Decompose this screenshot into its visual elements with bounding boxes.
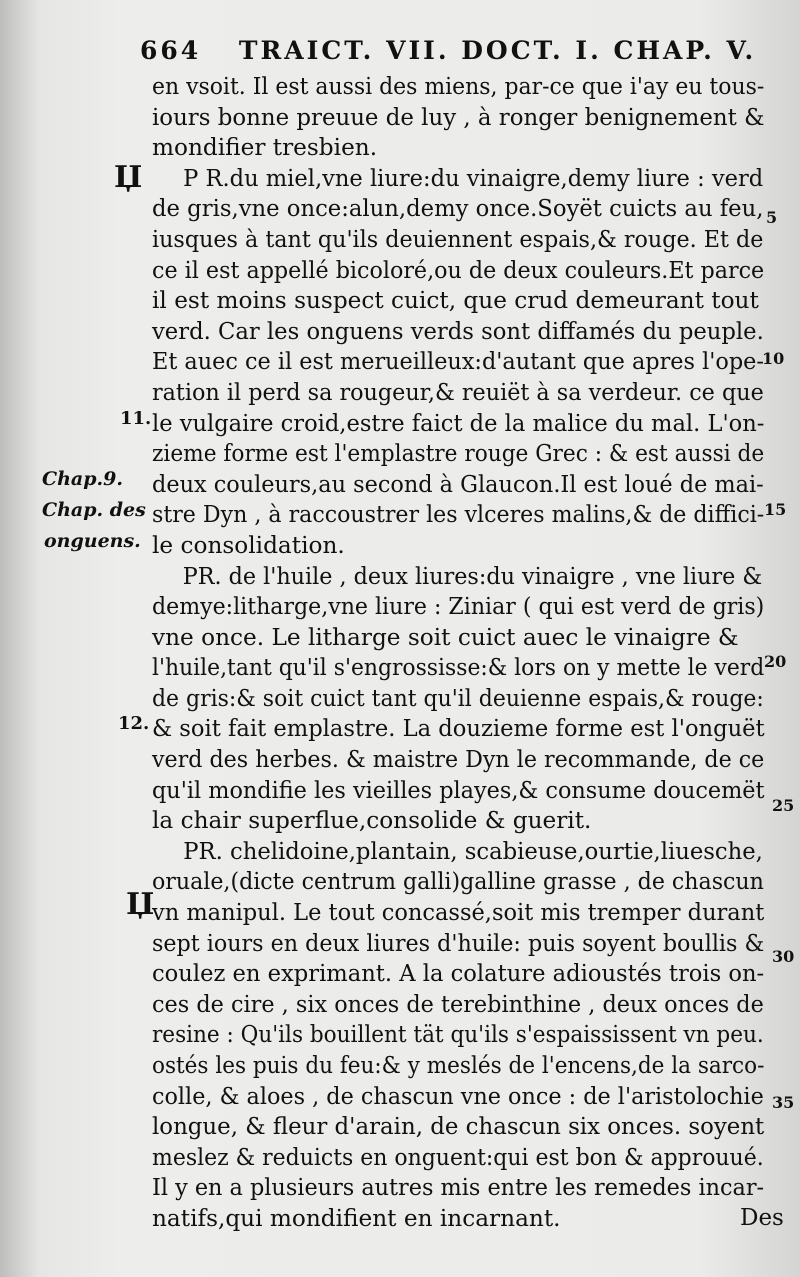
text-line: colle, & aloes , de chascun vne once : de l'aristolochie [152,1082,764,1110]
body-text [152,72,764,1235]
text-line: longue, & fleur d'arain, de chascun six onces. soyent [152,1113,765,1141]
text-line: demye:litharge,vne liure : Ziniar ( qui est verd de gris) [152,593,765,621]
text-line: le consolidation. [152,531,345,559]
text-line: la chair superflue,consolide & guerit. [152,807,592,835]
page-number: 664 [140,36,202,65]
line-number-25: 25 [772,796,795,815]
text-line: resine : Qu'ils bouillent tät qu'ils s'espaississent vn peu. [152,1021,764,1049]
text-line: Il y en a plusieurs autres mis entre les remedes incar- [152,1174,765,1202]
text-line: verd des herbes. & maistre Dyn le recommande, de ce [152,746,765,774]
text-line: en vsoit. Il est aussi des miens, par-ce que i'ay eu tous- [152,73,765,100]
text-line: oruale,(dicte centrum galli)galline grasse , de chascun [152,868,764,896]
running-header [140,36,757,65]
line-number-10: 10 [762,349,785,368]
text-line: Et auec ce il est merueilleux:d'autant que apres l'ope- [152,348,764,376]
catchword: Des [740,1205,784,1231]
running-title: TRAICT. VII. DOCT. I. CHAP. V. [238,36,757,65]
margin-note-chap9: Chap.9. [42,468,123,490]
margin-note-onguens: onguens. [44,530,141,552]
line-number-30: 30 [772,947,795,966]
text-line: zieme forme est l'emplastre rouge Grec : & est aussi de [152,440,765,468]
text-line: vn manipul. Le tout concassé,soit mis tremper durant [152,899,765,927]
text-line: ces de cire , six onces de terebinthine , deux onces de [152,990,764,1018]
section-number-11: 11. [120,408,152,429]
line-number-35: 35 [772,1093,795,1112]
text-line: ration il perd sa rougeur,& reuiët à sa verdeur. ce que [152,378,764,406]
text-line: iours bonne preuue de luy , à ronger benignement & [152,103,765,131]
text-line: sept iours en deux liures d'huile: puis soyent boullis & [152,929,765,957]
text-line: coulez en exprimant. A la colature adioustés trois on- [152,960,765,988]
text-line: ce il est appellé bicoloré,ou de deux couleurs.Et parce [152,256,765,284]
text-line: deux couleurs,au second à Glaucon.Il est loué de mai- [152,470,764,498]
text-line: de gris,vne once:alun,demy once.Soyët cuicts au feu, [152,195,764,223]
text-line: de gris:& soit cuict tant qu'il deuienne espais,& rouge: [152,684,764,712]
recipe-symbol: Џ [114,160,143,195]
text-line: & soit fait emplastre. La douzieme forme est l'onguët [152,715,765,743]
text-line: ostés les puis du feu:& y meslés de l'encens,de la sarco- [152,1052,765,1079]
text-line: stre Dyn , à raccoustrer les vlceres malins,& de diffici- [152,501,765,529]
text-line: PR. de l'huile , deux liures:du vinaigre , vne liure & [182,562,763,590]
margin-note-chap-des: Chap. des [42,499,146,521]
line-number-15: 15 [764,500,787,519]
text-line: P R.du miel,vne liure:du vinaigre,demy liure : verd [183,164,764,192]
line-number-5: 5 [766,208,778,227]
line-number-20: 20 [764,652,787,671]
text-line: le vulgaire croid,estre faict de la malice du mal. L'on- [152,409,765,437]
text-line: PR. chelidoine,plantain, scabieuse,ourtie,liuesche, [183,837,763,865]
text-line: mondifier tresbien. [152,134,378,162]
text-line: qu'il mondifie les vieilles playes,& consume doucemët [152,776,765,804]
text-line: meslez & reduicts en onguent:qui est bon & approuué. [152,1143,764,1171]
text-line: vne once. Le litharge soit cuict auec le vinaigre & [152,623,739,651]
text-line: verd. Car les onguens verds sont diffamés du peuple. [152,317,764,345]
text-line: iusques à tant qu'ils deuiennent espais,& rouge. Et de [152,225,764,253]
section-number-12: 12. [118,713,150,734]
text-line: il est moins suspect cuict, que crud demeurant tout [152,287,759,315]
text-line: natifs,qui mondifient en incarnant. [152,1204,561,1232]
text-line: l'huile,tant qu'il s'engrossisse:& lors on y mette le verd [152,654,765,682]
recipe-symbol: Џ [126,887,155,922]
